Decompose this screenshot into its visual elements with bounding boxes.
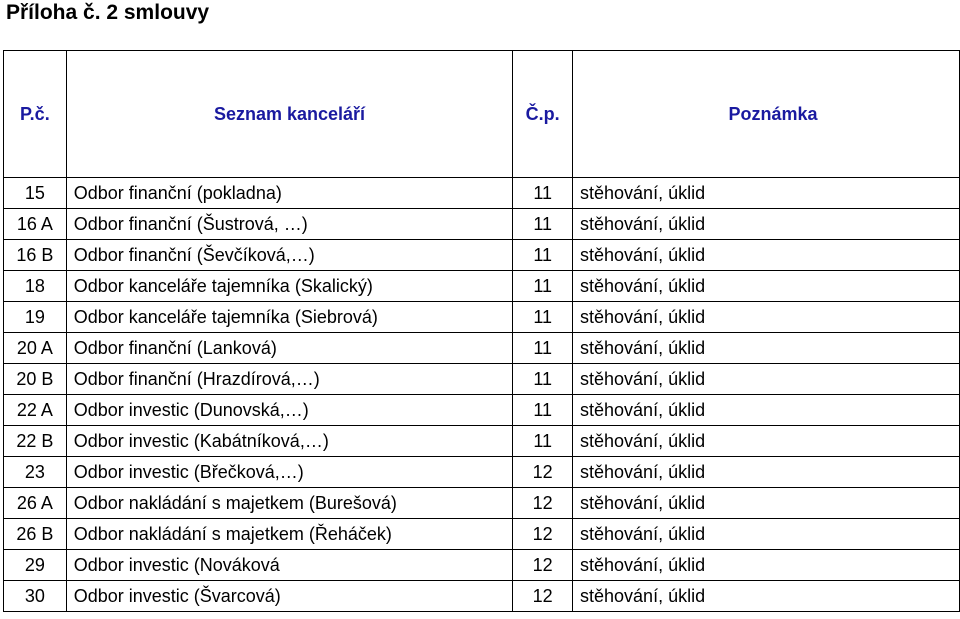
table-row — [4, 271, 960, 302]
cell-cp: 11 — [513, 364, 573, 395]
table-row — [4, 488, 960, 519]
cell-cp: 11 — [513, 209, 573, 240]
cell-pc: 16 B — [4, 240, 67, 271]
cell-cp: 11 — [513, 302, 573, 333]
table-body — [4, 178, 960, 612]
cell-office: Odbor kanceláře tajemníka (Skalický) — [66, 271, 513, 302]
cell-office: Odbor investic (Dunovská,…) — [66, 395, 513, 426]
cell-cp: 12 — [513, 519, 573, 550]
offices-table — [3, 50, 960, 612]
cell-pc: 20 B — [4, 364, 67, 395]
table-row — [4, 395, 960, 426]
cell-note: stěhování, úklid — [573, 457, 960, 488]
cell-note: stěhování, úklid — [573, 240, 960, 271]
cell-cp: 12 — [513, 457, 573, 488]
cell-note: stěhování, úklid — [573, 519, 960, 550]
table-row — [4, 457, 960, 488]
cell-pc: 22 A — [4, 395, 67, 426]
cell-note: stěhování, úklid — [573, 581, 960, 612]
cell-pc: 19 — [4, 302, 67, 333]
cell-pc: 26 A — [4, 488, 67, 519]
cell-office: Odbor finanční (pokladna) — [66, 178, 513, 209]
cell-cp: 11 — [513, 426, 573, 457]
cell-cp: 11 — [513, 395, 573, 426]
cell-office: Odbor finanční (Hrazdírová,…) — [66, 364, 513, 395]
cell-pc: 22 B — [4, 426, 67, 457]
cell-pc: 18 — [4, 271, 67, 302]
table-row — [4, 519, 960, 550]
table-row — [4, 333, 960, 364]
cell-cp: 11 — [513, 333, 573, 364]
header-note: Poznámka — [573, 51, 960, 178]
cell-note: stěhování, úklid — [573, 178, 960, 209]
cell-pc: 26 B — [4, 519, 67, 550]
cell-office: Odbor finanční (Ševčíková,…) — [66, 240, 513, 271]
table-row — [4, 581, 960, 612]
cell-office: Odbor kanceláře tajemníka (Siebrová) — [66, 302, 513, 333]
cell-cp: 12 — [513, 550, 573, 581]
cell-office: Odbor investic (Švarcová) — [66, 581, 513, 612]
table-row — [4, 364, 960, 395]
table-row — [4, 426, 960, 457]
cell-note: stěhování, úklid — [573, 333, 960, 364]
cell-note: stěhování, úklid — [573, 488, 960, 519]
header-pc: P.č. — [4, 51, 67, 178]
cell-note: stěhování, úklid — [573, 364, 960, 395]
table-row — [4, 209, 960, 240]
cell-pc: 23 — [4, 457, 67, 488]
cell-cp: 11 — [513, 271, 573, 302]
cell-office: Odbor nakládání s majetkem (Burešová) — [66, 488, 513, 519]
table-row — [4, 240, 960, 271]
header-office-list: Seznam kanceláří — [66, 51, 513, 178]
cell-note: stěhování, úklid — [573, 302, 960, 333]
cell-office: Odbor investic (Nováková — [66, 550, 513, 581]
cell-cp: 12 — [513, 488, 573, 519]
cell-office: Odbor finanční (Lanková) — [66, 333, 513, 364]
table-row — [4, 302, 960, 333]
cell-note: stěhování, úklid — [573, 550, 960, 581]
cell-note: stěhování, úklid — [573, 426, 960, 457]
cell-office: Odbor finanční (Šustrová, …) — [66, 209, 513, 240]
cell-pc: 20 A — [4, 333, 67, 364]
header-cp: Č.p. — [513, 51, 573, 178]
cell-note: stěhování, úklid — [573, 209, 960, 240]
cell-note: stěhování, úklid — [573, 395, 960, 426]
cell-office: Odbor investic (Břečková,…) — [66, 457, 513, 488]
table-row — [4, 178, 960, 209]
cell-pc: 29 — [4, 550, 67, 581]
cell-cp: 11 — [513, 240, 573, 271]
cell-pc: 16 A — [4, 209, 67, 240]
cell-pc: 30 — [4, 581, 67, 612]
cell-cp: 12 — [513, 581, 573, 612]
table-header-row — [4, 51, 960, 178]
cell-office: Odbor investic (Kabátníková,…) — [66, 426, 513, 457]
cell-cp: 11 — [513, 178, 573, 209]
cell-pc: 15 — [4, 178, 67, 209]
cell-office: Odbor nakládání s majetkem (Řeháček) — [66, 519, 513, 550]
table-row — [4, 550, 960, 581]
document-title: Příloha č. 2 smlouvy — [6, 1, 210, 24]
cell-note: stěhování, úklid — [573, 271, 960, 302]
